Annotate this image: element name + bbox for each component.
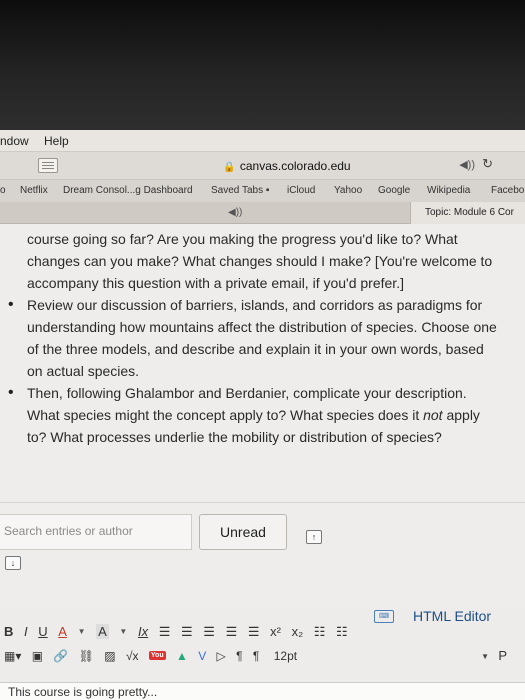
bookmark-facebook[interactable]: Facebo [491, 185, 525, 196]
justify-icon[interactable]: ☰ [225, 623, 238, 639]
vimeo-icon[interactable]: V [198, 648, 207, 663]
reader-view-icon[interactable] [38, 158, 58, 173]
divider [0, 502, 525, 503]
subscript-icon[interactable]: x₂ [291, 624, 304, 640]
bold-button[interactable]: B [4, 624, 14, 640]
post-bullet-2-text-a: Then, following Ghalambor and Berdanier, complicate your description. What species might the concept apply to? What species does it [27, 385, 467, 423]
bookmark-saved-tabs[interactable]: Saved Tabs ▪ [211, 185, 270, 196]
equation-icon[interactable]: √x [125, 648, 139, 663]
reply-editor [0, 602, 525, 700]
reply-text-area[interactable]: This course is going pretty... [0, 682, 525, 700]
unread-button[interactable]: Unread [199, 514, 287, 550]
table-icon[interactable]: ▦▾ [4, 648, 22, 663]
bookmark-yahoo[interactable]: Yahoo [334, 185, 363, 196]
download-icon[interactable]: ↓ [5, 556, 21, 570]
html-editor-link[interactable]: HTML Editor [413, 608, 492, 624]
post-bullet-1: • Review our discussion of barriers, islands, and corridors as paradigms for understanding how mountains affect the distribution of species. Choose one of the three models, and describe and explain it in your own words, based on actual species. [27, 294, 497, 382]
unlink-icon[interactable]: ⛓ [78, 648, 94, 663]
paragraph-format-select[interactable]: P [498, 648, 507, 663]
bookmark-netflix[interactable]: Netflix [20, 185, 48, 196]
reload-icon[interactable]: ↻ [482, 156, 493, 171]
align-left-icon[interactable]: ☰ [158, 623, 171, 639]
bookmark-wikipedia[interactable]: Wikipedia [427, 185, 471, 196]
numbered-list-icon[interactable]: ☷ [336, 623, 348, 639]
clear-format-icon[interactable]: Ix [137, 624, 149, 640]
ltr-icon[interactable]: ¶ [236, 648, 243, 663]
bullet-list-icon[interactable]: ☷ [313, 623, 326, 639]
post-intro: course going so far? Are you making the progress you'd like to? What changes can you make? What changes should I make? [You're welcome to accompany this question with a private email, if you'd prefer.] [27, 231, 493, 291]
superscript-icon[interactable]: x² [270, 624, 281, 640]
tab-speaker-icon[interactable]: ◀)) [228, 207, 243, 218]
background-color-icon[interactable]: A [98, 624, 107, 640]
indent-icon[interactable]: ☰ [247, 623, 260, 639]
menu-window[interactable]: ndow [0, 134, 29, 148]
drive-icon[interactable]: ▲ [175, 648, 188, 663]
rtl-icon[interactable]: ¶ [252, 648, 260, 663]
media-icon[interactable]: ▣ [31, 648, 44, 663]
tab-topic[interactable]: Topic: Module 6 Cor [410, 202, 525, 224]
formatting-toolbar-row-1 [4, 623, 524, 647]
upload-icon[interactable]: ↑ [306, 530, 322, 544]
monitor-bezel [0, 0, 525, 130]
tab-bar [0, 202, 525, 224]
discussion-page [0, 224, 525, 700]
media-embed-icon[interactable]: ▷ [216, 648, 226, 663]
post-bullet-2-emphasis: not [423, 407, 443, 423]
address-bar [0, 152, 525, 180]
search-entries-input[interactable]: Search entries or author [0, 514, 192, 550]
discussion-post [27, 228, 497, 448]
youtube-icon[interactable]: You [150, 652, 164, 660]
chevron-down-icon[interactable]: ▼ [119, 627, 128, 637]
bookmark-icloud[interactable]: iCloud [287, 185, 316, 196]
menu-bar [0, 130, 525, 152]
bookmark-google[interactable]: Google [378, 185, 411, 196]
menu-help[interactable]: Help [44, 134, 69, 148]
align-right-icon[interactable]: ☰ [203, 623, 215, 639]
formatting-toolbar-row-2 [4, 648, 524, 670]
speaker-icon[interactable]: ◀)) [459, 159, 475, 171]
text-color-icon[interactable]: A [58, 624, 67, 640]
underline-button[interactable]: U [38, 624, 48, 640]
align-center-icon[interactable]: ☰ [181, 623, 193, 639]
chevron-down-icon[interactable]: ▼ [481, 652, 489, 661]
font-size-select[interactable]: 12pt [273, 648, 298, 663]
bookmark-dream-console[interactable]: Dream Consol...g Dashboard [63, 185, 193, 196]
lock-icon: 🔒 [223, 162, 236, 173]
post-bullet-2-text-b: apply to? What processes underlie the mobility or distribution of species? [27, 407, 480, 445]
post-bullet-2 [27, 382, 497, 448]
link-icon[interactable]: 🔗 [53, 648, 69, 663]
url-text: canvas.colorado.edu [239, 159, 351, 173]
chevron-down-icon[interactable]: ▼ [77, 627, 86, 637]
italic-button[interactable]: I [24, 624, 28, 640]
keyboard-icon[interactable]: ⌨ [374, 610, 394, 623]
url-field[interactable] [72, 156, 502, 176]
image-icon[interactable]: ▨ [104, 648, 116, 663]
bookmarks-bar [0, 180, 525, 202]
bookmark-item[interactable]: o [0, 185, 6, 196]
